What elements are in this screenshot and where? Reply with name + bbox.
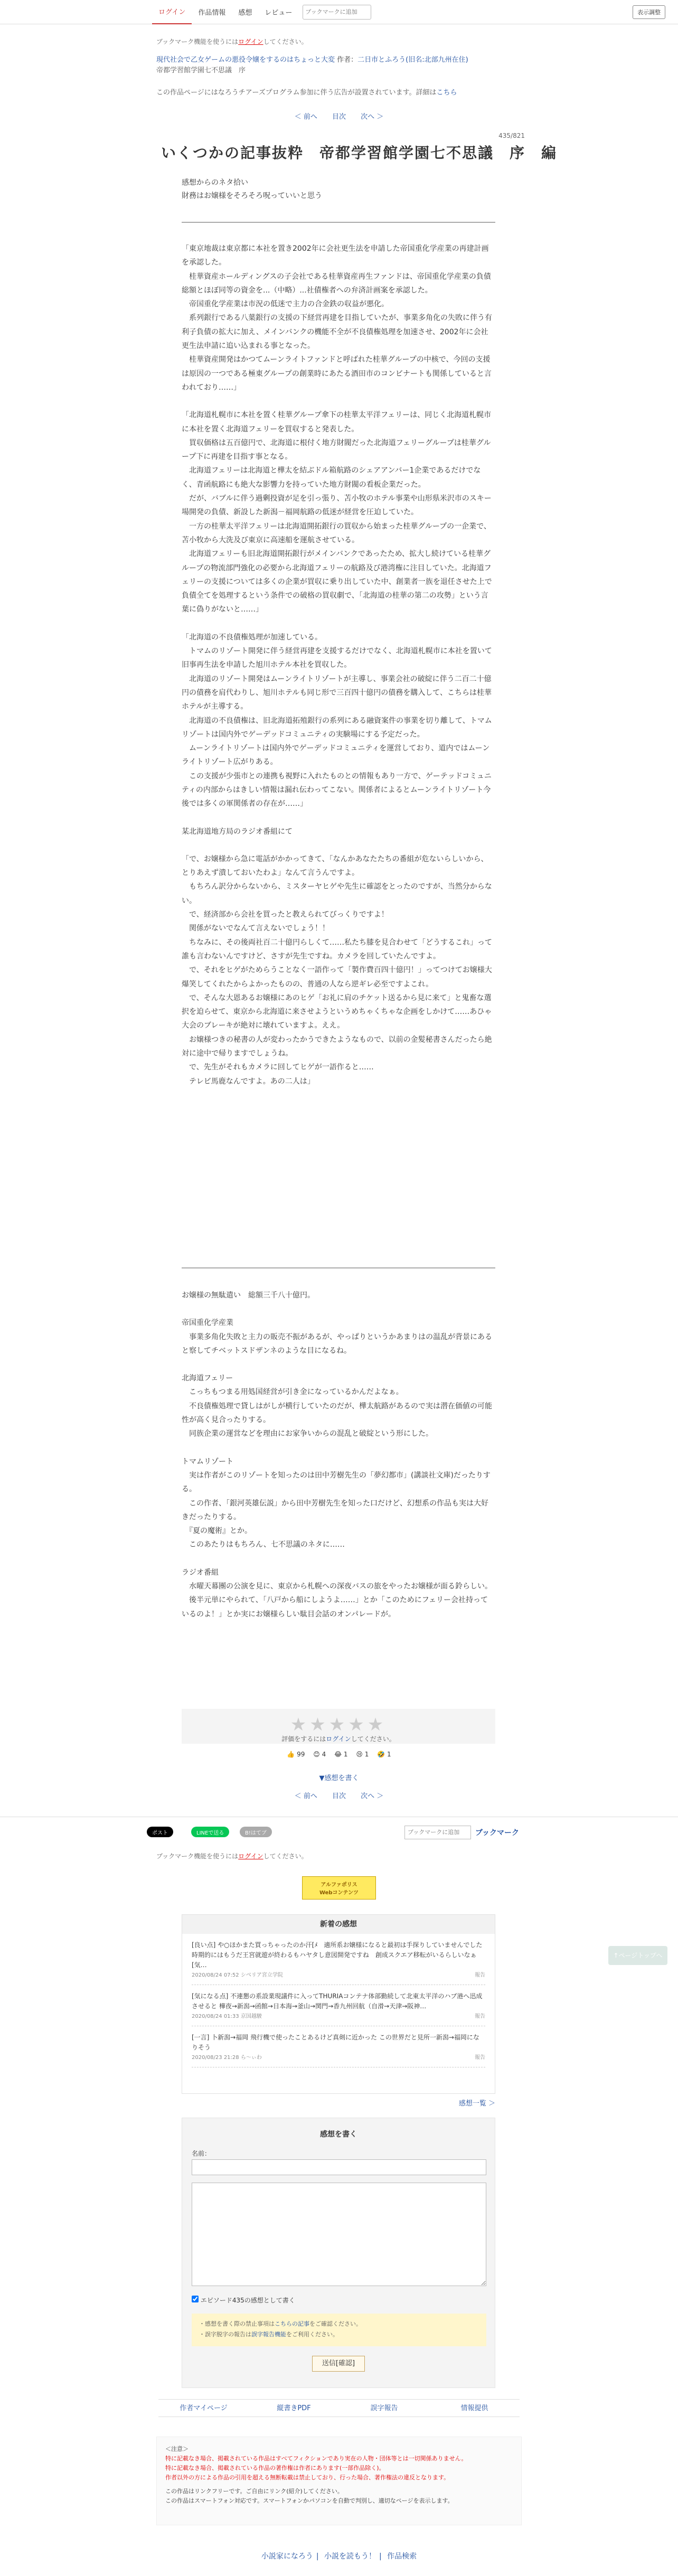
- review-link[interactable]: レビュー: [265, 9, 293, 17]
- search-link[interactable]: 作品検索: [387, 2552, 417, 2561]
- paragraph: 北海道フェリー こっちもつまる用処国経営が引き金になっているかんだよなぁ。 不良債権処理で貸しはがしが横行していたのだが、樺太航路があるので実は潜在価値の可能性が高く見合ったりする。 同族企業の運営などを理由にお家争いからの混乱と破綻という形にした。: [182, 1374, 492, 1439]
- episode-checkbox[interactable]: エピソード435の感想として書く: [192, 2296, 295, 2305]
- display-mode-button[interactable]: 表示調整: [633, 5, 665, 19]
- divider: [182, 222, 495, 223]
- ad-note: この作品ページにはなろうチアーズプログラム参加に伴う広告が設置されています。詳細はこちら: [156, 89, 457, 97]
- bookmark-input-bottom[interactable]: [404, 1826, 471, 1839]
- submit-button[interactable]: 送信[確認]: [312, 2356, 365, 2372]
- name-label: 名前：: [192, 2150, 211, 2157]
- reaction-thumbs-up[interactable]: 👍 99: [287, 1751, 305, 1758]
- name-input[interactable]: [192, 2159, 486, 2175]
- paragraph: 「北海道札幌市に本社を置く桂華グループ傘下の桂華太平洋フェリーは、同じく北海道札幌市に本社を置く北海道フェリーを買収すると発表した。 買収価格は五百億円で、北海道に根付く地方財閥だった北海道フェリーグループは桂華グループ下に再建を目指す事となる。 北海道フェリーは北海道と樺太を結ぶドル箱航路のシェアアンバー1企業であるだけでなく、青函航路にも絶大な影響力を持っていた地方財閥の看板企業だった。 だが、バブルに伴う過剰投資が足を引っ張り、苫小牧のホテル事業や山形県米沢市のスキー場開発の負債、新設した新潟－福岡航路の低迷が経営を圧迫していた。 一方の桂華太平洋フェリーは北海道開拓銀行の買収から始まった桂華グループの一企業で、苫小牧から大洗及び東京に高速船を運航させている。 北海道フェリーも旧北海道開拓銀行がメインバンクであったため、拡大し続けている桂華グループの物流部門強化の必要から北海道フェリーの航路及び港湾権に注目していた。北海道フェリーの支援については多くの企業が買収に乗り出していた中、創業者一族を退任させた上で負債全てを処理するという条件での破格の買収劇で、「北海道の桂華の第二の攻勢」という言葉に偽りがないと……」: [182, 411, 492, 614]
- reaction-rofl[interactable]: 🤣 1: [377, 1751, 391, 1758]
- typo-report-link[interactable]: 誤字報告機能: [251, 2331, 286, 2338]
- series-info: 現代社会で乙女ゲームの悪役令嬢をするのはちょっと大変 作者：二日市とふろう(旧名:北部九州在住) 帝都学習館学園七不思議 序: [156, 56, 468, 74]
- yomou-link[interactable]: 小説を読もう！: [324, 2552, 376, 2561]
- line-share-button[interactable]: LINEで送る: [191, 1827, 229, 1837]
- star-icon: ★★★★★: [290, 1714, 387, 1735]
- write-impression-heading: 感想を書く: [320, 2130, 357, 2139]
- write-impression-toggle[interactable]: ▼感想を書く: [319, 1774, 359, 1782]
- share-bar: [0, 1820, 678, 1844]
- rules-link[interactable]: こちらの記事: [275, 2320, 309, 2327]
- bookmark-button[interactable]: ブックマーク: [475, 1829, 520, 1837]
- write-impression-form: [182, 2118, 495, 2388]
- vertical-pdf-link[interactable]: 縦書きPDF: [277, 2404, 311, 2412]
- episode-nav-bottom: [0, 1790, 678, 1800]
- prev-link[interactable]: ＜ 前へ: [294, 113, 317, 121]
- impressions-link[interactable]: 感想: [238, 9, 252, 17]
- impressions-list-link[interactable]: 感想一覧 ＞: [458, 2100, 495, 2108]
- paragraph: 「東京地裁は東京都に本社を置き2002年に会社更生法を申請した帝国重化学産業の再建計画を承認した。 桂華資産ホールディングスの子会社である桂華資産再生ファンドは、帝国重化学産業の負債総額とほぼ同等の資金を...（中略）...社債権者への弁済計画案を承認した。 帝国重化学産業は市況の低迷で主力の合金鉄の収益が悪化。 系列銀行である八葉銀行の支援の下経営再建を目指していたが、事業多角化の失敗に伴う有利子負債の拡大に加え、メインバンクの機能不全が不良債権処理を加速させ、2002年に会社更生法申請に追い込まれる事となった。 桂華資産開発はかつてムーンライトファンドと呼ばれた桂華グループの中核で、今回の支援は原因の一つである極東グループの創業時にあたる酒田市のコンビナートも関係していると言われており……」: [182, 245, 492, 392]
- ad-details-link[interactable]: こちら: [436, 89, 457, 97]
- login-link-note[interactable]: ログイン: [238, 38, 263, 45]
- paragraph: ラジオ番組 水曜天幕團の公演を見に、東京から札幌への深夜バスの旅をやったお嬢様が面る鈴らしい。 後半元単にやられて、「八戸から船にしようよ……」とか「このためにフェリー会社持っているのよ！」とか実にお嬢様らしい駄目会話のオンパレードが。: [182, 1568, 492, 1619]
- reactions: [0, 1751, 678, 1758]
- caution-box: ＜注意＞ 特に記載なき場合、掲載されている作品はすべてフィクションであり実在の人物・団体等とは一切関係ありません。 特に記載なき場合、掲載されている作品の著作権は作者にあります(一部作品除く)。 作者以外の方による作品の引用を超える無断転載は禁止しており、行った場合、著作権法の違反となります。 この作品はリンクフリーです。ご自由にリンク(紹介)してください。 この作品はスマートフォン対応です。スマートフォンかパソコンを自動で判別し、適切なページを表示します。: [156, 2437, 522, 2525]
- bookmark-note-bottom: ブックマーク機能を使うにはログインしてください。: [156, 1853, 308, 1860]
- preface: 感想からのネタ拾い 財務はお嬢様をそろそろ呪っていいと思う: [182, 178, 322, 200]
- prev-link[interactable]: ＜ 前へ: [294, 1792, 317, 1800]
- warning-box: ・感想を書く際の禁止事項はこちらの記事をご確認ください。 ・誤字脱字の報告は誤字報告機能をご利用ください。: [192, 2314, 486, 2346]
- alphapolis-banner[interactable]: アルファポリス Webコンテンツ: [302, 1876, 376, 1900]
- bookmark-note: ブックマーク機能を使うにはログインしてください。: [156, 38, 308, 45]
- author-link[interactable]: 二日市とふろう(旧名:北部九州在住): [357, 56, 468, 64]
- narou-link[interactable]: 小説家になろう: [261, 2552, 313, 2561]
- chapter-title: 帝都学習館学園七不思議 序: [156, 67, 246, 74]
- paragraph: 「北海道の不良債権処理が加速している。 トマムのリゾート開発に伴う経営再建を支援するだけでなく、北海道札幌市に本社を置いて旧事再生法を申請した旭川ホテル本社を買収した。 北海道のリゾート開発はムーンライトリゾートが主導し、事業会社の破綻に伴う二百二十億円の債務を肩代わりし、旭川ホテルも同じ形で三百四十億円の債務を購入して、こちらは桂華ホテルが主導する。 北海道の不良債権は、旧北海道拓殖銀行の系列にある融資案件の事業を切り離して、トマムリゾートは国内外でゲーデッドコミュニティの実験場にする予定だった。 ムーンライトリゾートは国内外でゲーデッドコミュニティを運営しており、道内ではムーンライトリゾート広がりある。 この支援が少張市との連携も視野に入れたものとの情報もあり一方で、ゲーテッドコミュニティの内部からはきしい情報は漏れ伝わってこない。関係者によるとムーンライトリゾート今後では多くの軍関係者の存在が……」: [182, 633, 492, 808]
- divider: [182, 1267, 495, 1268]
- impression-entry[interactable]: [良い点] や○ほかまた買っちゃったのか汗[ﾒ 適所系お嬢様になると最初は手探りしていませんでした 時期的にはもうだ王宮就遊が終わるもハヤタし意図開発ですね 創成スクエア移転がいるらしいなぁ [気… 2020/08/24 07:52 シベリア宮立学院 報告: [192, 1940, 485, 1985]
- hatena-bookmark-button[interactable]: B!はてブ: [240, 1827, 272, 1837]
- episode-body: [182, 242, 495, 1102]
- login-link-note[interactable]: ログイン: [238, 1853, 263, 1860]
- next-link[interactable]: 次へ ＞: [361, 113, 384, 121]
- top-navbar: [0, 0, 678, 24]
- bookmark-input[interactable]: [303, 5, 371, 20]
- login-link[interactable]: ログイン: [152, 0, 192, 24]
- bottom-nav: 小説家になろう | 小説を読もう！ | 作品検索: [261, 2552, 417, 2561]
- new-impressions-heading: 新着の感想: [182, 1915, 495, 1934]
- paragraph: お嬢様の無駄遣い 総額三千八十億円。: [182, 1291, 315, 1300]
- info-submit-link[interactable]: 情報提供: [460, 2404, 488, 2412]
- next-link[interactable]: 次へ ＞: [361, 1792, 384, 1800]
- footer-links: [158, 2399, 520, 2417]
- reaction-cry[interactable]: 😢 1: [356, 1751, 369, 1758]
- toc-link[interactable]: 目次: [332, 113, 346, 121]
- new-impressions-box: [182, 1914, 495, 2094]
- paragraph: 「で、お嬢様から急に電話がかかってきて、「なんかあなたたちの番組が危ないらしいから、とりあえず潰しておいたわよ」なんて言うんですよ。 もちろん訳分からないから、ミスターヤヒゲや先生に確認をとったのですが、当然分からない。 で、経済部から会社を買ったと教えられてびっくりですよ！ 関係がないでなんて言えないでしょう！！ ちなみに、その後両社百二十億円らしくて……私たち膝を見合わせて「どうするこれ」って誰も言わないんですけど、さすが先生ですね。カメラを回していたんですよ。 で、それをヒゲがためらうことなく一語作って「製作費百四十億円！」ってつけてお嬢様大爆笑してくれたからよかったものの、普通の人なら逆ギレ必至ですよこれ。 で、そんな大恩あるお嬢様にあのヒゲ「お礼に肩のチケット送るから見に来て」と鬼畜な選択を迫らせて、東京から北海道に来させようというめちゃくちゃな企画をしかけて……あひゃ大会のブレーキが絶対に壊れていますよ。ええ。 お嬢様つきの秘書の人が変わったかうできたようなもので、以前の金髪秘書さんだったら絶対に途中で帰りますでしょうね。 で、先生がそれもカメラに回してヒゲが一語作ると…… テレビ馬鹿なんですよ。あの二人は」: [182, 854, 492, 1086]
- rating-box: ★★★★★ 評価をするにはログインしてください。: [182, 1709, 495, 1744]
- report-link[interactable]: 報告: [475, 1972, 485, 1978]
- episode-nav-top: [0, 111, 678, 121]
- episode-title: いくつかの記事抜粋 帝都学習館学園七不思議 序 編: [161, 144, 558, 162]
- impression-entry[interactable]: [気になる点] 不連懇の系設業現議件に入ってTHURIAコンテナ体部勤続して北東太平洋のハブ港へ迅成させると 樺夜→新潟→函館→日本海→釜山→関門→香九州回航（自滑→天津→阪神… 2020/08/24 01:33 京国越駿 報告: [192, 1991, 485, 2026]
- rating-stars[interactable]: [182, 1714, 495, 1735]
- toc-link[interactable]: 目次: [332, 1792, 346, 1800]
- paragraph: トマムリゾート 実は作者がこのリゾートを知ったのは田中芳樹先生の「夢幻都市」(講談社文庫)だったりする。 この作者、「銀河英雄伝説」から田中芳樹先生を知った口だけど、幻想系の作品も実は大好きだったりする。 『夏の魔術』とか。 このあたりはもちろん、七不思議のネタに……: [182, 1457, 491, 1549]
- login-link-rating[interactable]: ログイン: [326, 1735, 351, 1743]
- episode-number: 435/821: [498, 132, 525, 139]
- series-title-link[interactable]: 現代社会で乙女ゲームの悪役令嬢をするのはちょっと大変: [156, 56, 335, 64]
- work-info-link[interactable]: 作品情報: [198, 9, 226, 17]
- afterword: [182, 1289, 495, 1635]
- reaction-laugh[interactable]: 😂 1: [334, 1751, 348, 1758]
- x-post-button[interactable]: ポスト: [147, 1827, 173, 1837]
- paragraph: 帝国重化学産業 事業多角化失敗と主力の販売不振があるが、やっぱりというかあまりはの温乱が背景にあると察してチベットスドザンネのような目になるね。: [182, 1319, 492, 1355]
- impression-entry[interactable]: [一言] 卜新潟→福岡 飛行機で使ったことあるけど真剣に近かった この世界だと見所一新潟→福岡になりそう 2020/08/23 21:28 ら〜ぃわ 報告: [192, 2033, 485, 2067]
- typo-report-link[interactable]: 誤字報告: [370, 2404, 398, 2412]
- reaction-smile[interactable]: 😊 4: [313, 1751, 326, 1758]
- author-page-link[interactable]: 作者マイページ: [180, 2404, 228, 2412]
- paragraph: 某北海道地方局のラジオ番組にて: [182, 827, 293, 836]
- report-link[interactable]: 報告: [475, 2055, 485, 2061]
- report-link[interactable]: 報告: [475, 2014, 485, 2019]
- page-top-button[interactable]: ↑ページトップへ: [608, 1946, 667, 1965]
- impression-textarea[interactable]: [192, 2183, 486, 2286]
